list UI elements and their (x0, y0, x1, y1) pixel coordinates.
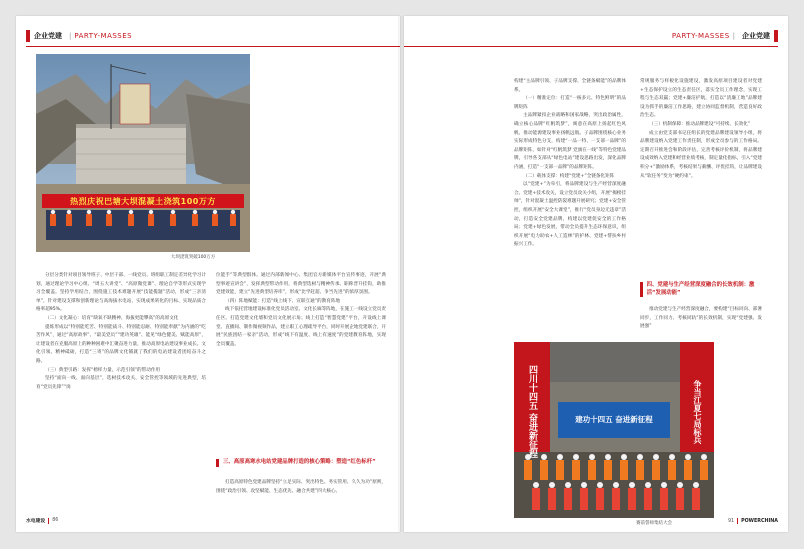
paragraph: 打造高原特色党建品牌坚持“立足实际、突出特色、务实管用、久久为功”原则，围绕“政治引领、攻坚赋能、生态优先、融合共建”四大核心。 (216, 480, 386, 494)
dam-photo-illustration (36, 54, 250, 252)
photo-caption: 赛前誓师集结大会 (636, 521, 672, 526)
right-page (404, 16, 788, 532)
header-rule (404, 46, 778, 47)
footer-divider (48, 518, 49, 524)
left-page (16, 16, 400, 532)
section-title: 企业党建 (34, 32, 62, 40)
paragraph: 主品牌紧扣企业战略和国家战略，突出政治属性，确立核心品牌“红帆筑梦”，寓意在高原上扬起红色风帆、推动能源建设事业扬帆远航。子品牌围绕核心业务实际形成特色分支，构建“一品一特、一支部一品牌”的品牌矩阵，如针对“红帆筑梦 党旗在一线”等特色党建品牌，引导各支部从“绿色电站”建设思路出发，深化品牌内涵，打造“一支部一品牌”的品牌矩阵。 (514, 113, 626, 170)
paragraph: 分层分类针对项目领导班子、中层干部、一线党员、班组职工制定差异化学习计划，通过理论学习中心组、“周五大讲堂”、“高原微党课”、理论自学等形式实现学习全覆盖。坚持学用结合，围绕施工技术难题开展“技能揽题”活动，形成“三亲清单”，针对建设支撑和创新理论与高海拔水电站，实现成果转化的目标、实现品质合格率超95%。 (36, 273, 206, 313)
left-column-2-continued (216, 479, 386, 496)
header-rule (26, 46, 400, 47)
subheading: （三）机制保障：推动品牌建设“可持续、长效化” (649, 121, 751, 127)
center-banner-text: 建功十四五 奋进新征程 (575, 415, 653, 424)
right-header (672, 30, 778, 42)
left-footer (26, 517, 58, 524)
paragraph: 推动党建与生产经营深度融合，要构建“目标同向、部署同步、工作同力、考核同轨”的长效机制，实现“党建强、发展强” (640, 307, 762, 330)
subheading: （四）阵地赋能：打造“线上线下、宣联互通”的教育阵地 (225, 298, 341, 304)
oath-rally-photo (514, 342, 714, 518)
section-subtitle: PARTY-MASSES (74, 32, 133, 40)
subheading: （二）文化凝心：培育“缺氧不缺精神、海拔更能攀高”的高原文化 (45, 315, 179, 321)
banner-text: 热烈庆祝巴塘大坝混凝土浇筑100万方 (70, 197, 216, 206)
section-accent-bar (640, 282, 643, 297)
subheading: （二）载体支撑：构建“党建+”全链条化矩阵 (523, 173, 615, 179)
paragraph: 线下依托营地建设标准化党员活动室、文化长廊等阵地，在施工一线设立党员责任区。打造党建文化墙和党员文化展示角；线上打造“智慧党建”平台，开设线上课堂、直播间、制作微视频作品，建立职工心理疏导平台，同时开展企地党建联合，开展“民族团结一家亲”活动，形成“线下有温度、线上有速度”的党建教育阵地，实现全员覆盖。 (216, 307, 386, 347)
header-separator: | (69, 32, 72, 40)
section-heading-3 (216, 459, 386, 467)
section-accent-bar (216, 459, 219, 467)
footer-divider (737, 518, 738, 524)
subheading: （一）精准定位：打造“一核多元、特色鲜明”的品牌矩阵 (514, 96, 626, 110)
section-title: 三、高原高寒水电站党建品牌打造的核心策略：塑造“红色标杆” (223, 459, 376, 465)
page-number: 86 (52, 518, 59, 523)
header-separator: | (732, 32, 735, 40)
photo-caption: 大坝浇筑突破100万方 (170, 255, 216, 260)
right-column-2-continued (640, 306, 762, 332)
paragraph: 构建“主品牌引领、子品牌支撑、全链条赋能”的品牌体系。 (514, 79, 626, 93)
right-footer (728, 518, 778, 524)
paragraph: 成立由党支部书记任组长的党建品牌建设领导小组，将品牌建设纳入党建工作责任制，形成全员参与的工作格局。定期召开推进会和阶段评估，完善考核评价机制，将品牌建设成效纳入党建和经营业绩考核，制定量化指标，引入“党建积分+”激励体系，考核结果与薪酬、评优挂钩，让品牌建设从“软任务”变为“硬约束”。 (640, 130, 762, 179)
brand-name: POWERCHINA (741, 518, 778, 524)
left-header (26, 30, 132, 42)
paragraph: 以“党建+”为牵引，将品牌建设与生产经营深度融合。党建+技术攻关，设立党员攻关小组，开展“揭榜挂帅”，针对混凝土温控防裂难题开展研究；党建+安全管控，组织开展“安全大课堂”，推行“党员身边无违章”活动，打造安全党建品牌，构建以党建促安全的工作格局；党建+绿色发展，带动全员提升生态环保意识，组织开展“电力助农+人工造林”的护林、党建+帮扶乡村振兴工作。 (514, 182, 626, 248)
left-banner-text: 四川十四五 奋进新征程 (527, 365, 537, 459)
header-accent-bar (774, 30, 778, 42)
paragraph: 坚持“面向一线、面向基层”，选树技术攻关、安全管控等领域的先进典型，培育“党员先锋”“岗 (36, 376, 206, 390)
dam-photo (36, 54, 250, 252)
subheading: （三）典型引路：发挥“榜样力量，示范引领”的带动作用 (45, 367, 161, 373)
left-column-1 (36, 272, 206, 392)
paragraph: 提炼形成以“特别能吃苦、特别能战斗、特别能忍耐、特别能奉献”为内涵的“吃苦作风”，通过“高原故事”、“最美党员”“建功英雄”、能见“绿色健美、赋能高原”，让建设者在克服高原上的种种困难中汇聚奋进力量，推动高原电站建设事业成长。文化引领、精神砥砺，打造“三寄”的品牌文化铺就了我们的电站建设者团结奋斗之路。 (36, 324, 206, 364)
right-column-1 (514, 78, 626, 250)
paragraph: 位能手”等典型群体。通过内部新闻中心、集团官方新媒体平台宣传事迹，开展“典型事迹宣讲会”，发挥典型带动作用，将典型选树与精神传承、职称晋升挂钩，助推党建效能，建立“先进典型培养库”，形成“比学赶超、争当先进”的浓厚氛围。 (216, 273, 386, 296)
section-subtitle: PARTY-MASSES (671, 32, 730, 40)
paragraph: 常规服务与样板化设施建设，激发高原项目建设者对党建+生态保护设立的生态责任区，落实全员工作理念，实现工程与生态双赢；党建+廉洁护航，打造以“清廉工地”品牌建设为抓手的廉洁工作思路，建立协同监督机制，营造良好政治生态。 (640, 79, 762, 119)
magazine-name: 水电建设 (26, 519, 46, 524)
right-column-2 (640, 78, 762, 181)
workers (46, 210, 240, 240)
right-banner-text: 争当江夏七局标兵 (693, 380, 702, 444)
section-title: 四、党建与生产经营深度融合的长效机制：激活“发展动能” (646, 282, 755, 296)
page-number: 91 (727, 518, 735, 524)
left-column-2 (216, 272, 386, 349)
section-title: 企业党建 (742, 32, 770, 40)
section-heading-4 (640, 282, 768, 297)
